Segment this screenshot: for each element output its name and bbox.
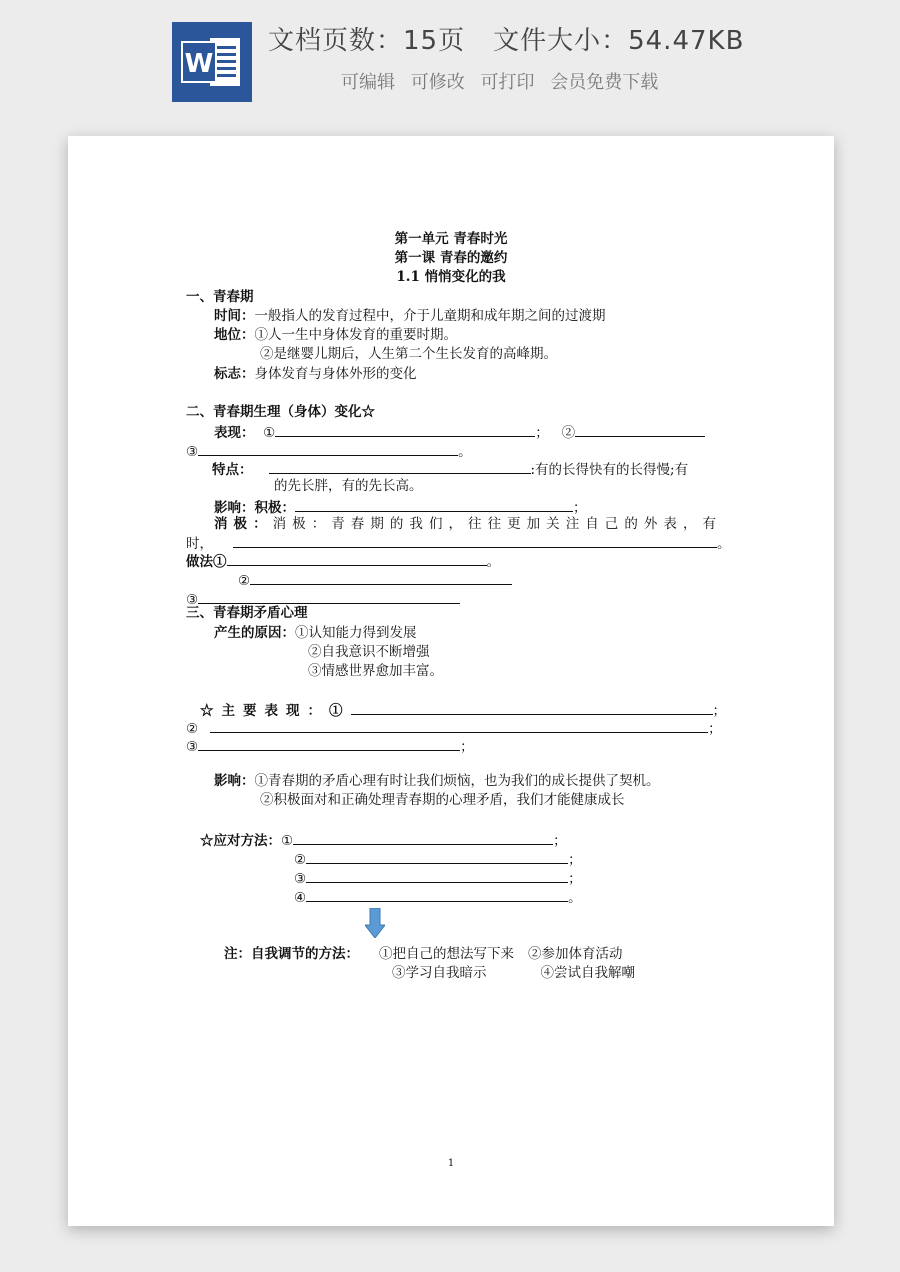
fill-blank[interactable]: [198, 736, 460, 751]
svg-text:W: W: [184, 49, 214, 79]
s3-cope-row-1: ☆应对方法：① ；: [200, 830, 567, 850]
s2-xiaoji-row: 消极：消极：青春期的我们，往往更加关注自己的外表，有: [214, 516, 717, 532]
s2-biaoxian-row: 表现： ① ； ②: [214, 422, 705, 442]
feature-item: 可编辑: [341, 72, 395, 93]
s3-main-row: ☆主要表现：① ；: [200, 700, 726, 720]
s2-zuofa-row-2: ②: [238, 570, 512, 590]
word-document-icon: [172, 22, 252, 102]
s2-zuofa-row-3: ③: [186, 589, 460, 609]
fill-blank[interactable]: [198, 441, 458, 456]
fill-blank[interactable]: [306, 868, 568, 883]
fill-blank[interactable]: [351, 700, 713, 715]
s3-main-row-3: ③ ；: [186, 736, 474, 756]
s3-cause-2: ②自我意识不断增强: [308, 644, 430, 660]
s3-cause: 产生的原因：①认知能力得到发展: [214, 625, 417, 641]
fill-blank[interactable]: [269, 459, 531, 474]
down-arrow-icon: [365, 908, 385, 938]
s1-position: 地位：①人一生中身体发育的重要时期。: [214, 327, 457, 343]
s1-time: 时间：一般指人的发育过程中，介于儿童期和成年期之间的过渡期: [214, 308, 606, 324]
s1-position-2: ②是继婴儿期后，人生第二个生长发育的高峰期。: [260, 346, 557, 362]
fill-blank[interactable]: [198, 589, 460, 604]
s2-xiaoji-row-2: 时， 。: [186, 533, 731, 553]
s3-cope-row-2: ② ；: [294, 849, 582, 869]
s2-tedian-cont: 的先长胖，有的先长高。: [274, 478, 423, 494]
file-size: 文件大小：54.47KB: [493, 26, 745, 56]
s1-heading: 一、青春期: [186, 289, 254, 305]
document-page: [68, 136, 834, 1226]
section-title: 1.1 悄悄变化的我: [396, 269, 506, 285]
s3-main-row-2: ② ；: [186, 718, 722, 738]
s3-note-row: 注：自我调节的方法： ①把自己的想法写下来 ②参加体育活动: [224, 946, 623, 962]
s2-biaoxian-row-2: ③ 。: [186, 441, 472, 461]
fill-blank[interactable]: [210, 718, 708, 733]
feature-item: 可修改: [410, 72, 465, 93]
feature-item: 可打印: [480, 72, 535, 93]
s3-effect-2: ②积极面对和正确处理青春期的心理矛盾，我们才能健康成长: [260, 792, 625, 808]
fill-blank[interactable]: [250, 570, 512, 585]
s3-cope-row-3: ③ ；: [294, 868, 582, 888]
s3-effect: 影响：①青春期的矛盾心理有时让我们烦恼，也为我们的成长提供了契机。: [214, 773, 660, 789]
s3-cope-row-4: ④ 。: [294, 887, 582, 907]
fill-blank[interactable]: [233, 533, 717, 548]
fill-blank[interactable]: [227, 551, 487, 566]
s3-heading: 三、青春期矛盾心理: [186, 605, 308, 621]
page-count: 文档页数：15页: [268, 26, 466, 56]
feature-list: [341, 68, 668, 94]
fill-blank[interactable]: [275, 422, 535, 437]
fill-blank[interactable]: [575, 422, 705, 437]
doc-meta-title: [268, 20, 744, 57]
fill-blank[interactable]: [306, 887, 568, 902]
lesson-title: 第一课 青春的邀约: [394, 250, 508, 266]
s2-tedian-row: 特点： :有的长得快有的长得慢;有: [212, 459, 688, 479]
feature-item: 会员免费下载: [550, 72, 659, 93]
s2-yingxiang-row: 影响：积极： ；: [214, 497, 587, 517]
page-number: 1: [447, 1158, 455, 1169]
fill-blank[interactable]: [295, 497, 573, 512]
s3-cause-3: ③情感世界愈加丰富。: [308, 663, 443, 679]
header-banner: [0, 0, 900, 120]
s2-heading: 二、青春期生理（身体）变化☆: [186, 404, 375, 420]
fill-blank[interactable]: [306, 849, 568, 864]
s3-note-row-2: ③学习自我暗示 ④尝试自我解嘲: [392, 965, 635, 981]
s1-mark: 标志：身体发育与身体外形的变化: [214, 366, 417, 382]
s2-zuofa-row: 做法① 。: [186, 551, 500, 571]
fill-blank[interactable]: [293, 830, 553, 845]
unit-title: 第一单元 青春时光: [394, 231, 508, 247]
